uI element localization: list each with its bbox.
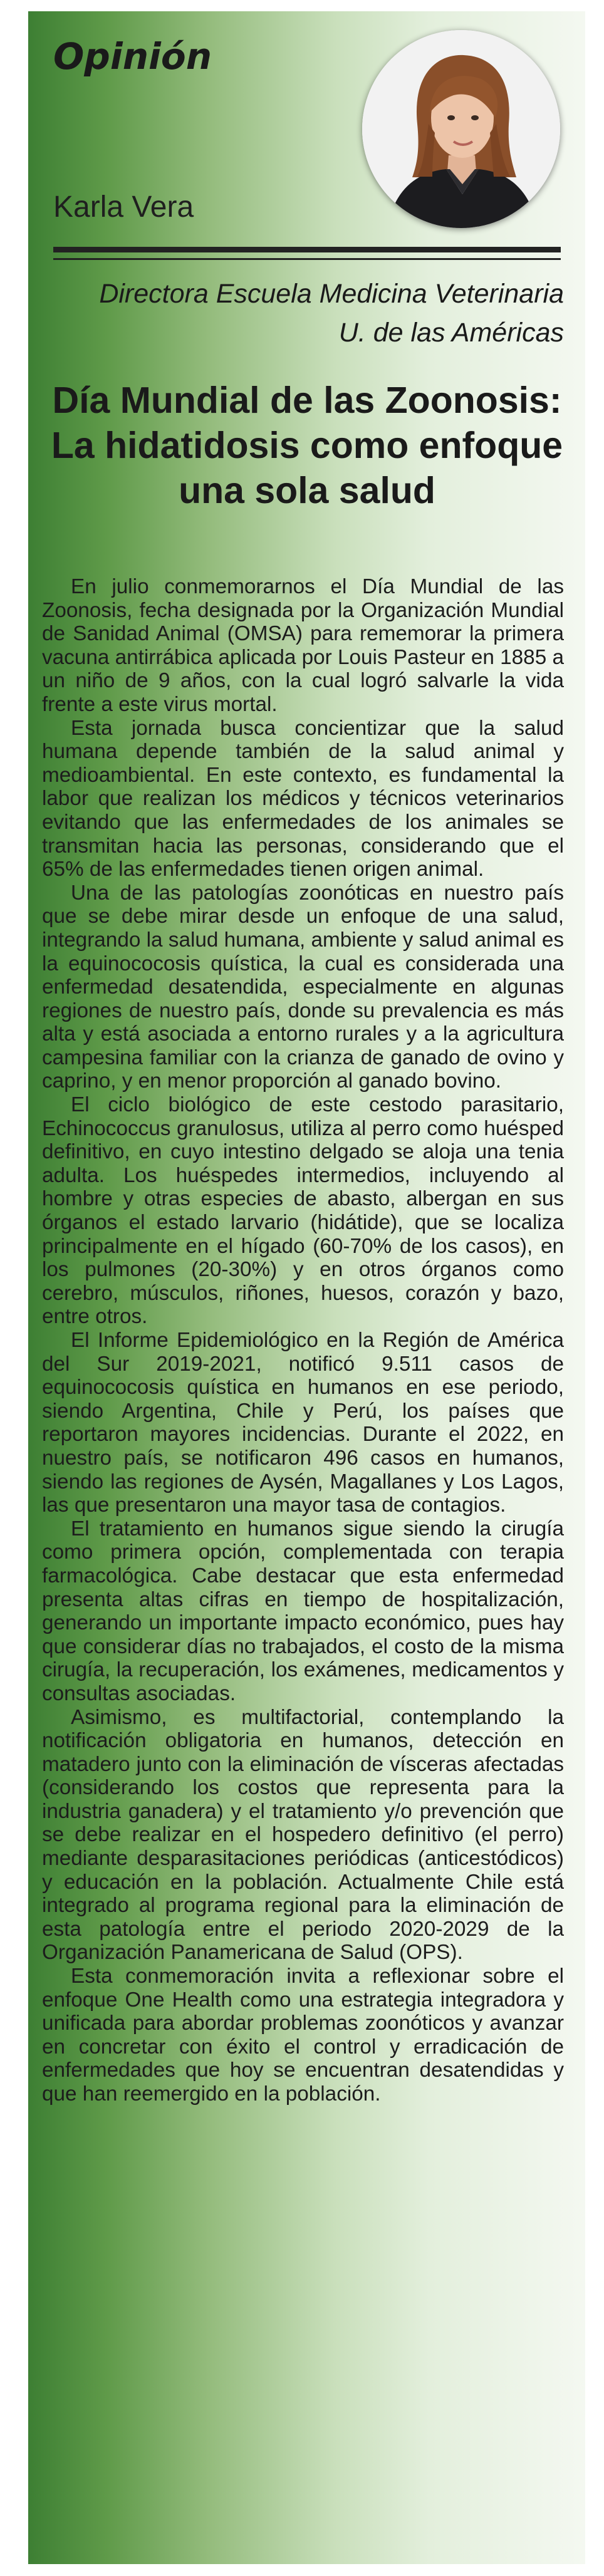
article-title: Día Mundial de las Zoonosis: La hidatidosis como enfoque una sola salud (51, 380, 563, 511)
section-label: Opinión (53, 35, 212, 78)
header-divider-thick (53, 247, 561, 252)
article-paragraph: Una de las patologías zoonóticas en nuestro país que se debe mirar desde un enfoque de una salud, integrando la salud humana, ambiente y salud animal es la equinococosis quística, la cual es considerada una enfermedad desatendida, especialmente en algunas regiones de nuestro país, donde su prevalencia es más alta y está asociada a entorno rurales y a la agricultura campesina familiar con la crianza de ganado de ovino y caprino, y en menor proporción al ganado bovino. (42, 881, 564, 1093)
article-paragraph: Asimismo, es multifactorial, contemplando la notificación obligatoria en humanos, detección en matadero junto con la eliminación de vísceras afectadas (considerando los costos que representa para la industria ganadera) y el tratamiento y/o prevención que se debe realizar en el hospedero definitivo (el perro) mediante desparasitaciones periódicas (anticestódicos) y educación en la población. Actualmente Chile está integrado al programa regional para la eliminación de esta patología entre el periodo 2020-2029 de la Organización Panamericana de Salud (OPS). (42, 1705, 564, 1965)
article-paragraph: En julio conmemorarnos el Día Mundial de las Zoonosis, fecha designada por la Organización Mundial de Sanidad Animal (OMSA) para rememorar la primera vacuna antirrábica aplicada por Louis Pasteur en 1885 a un niño de 9 años, con la cual logró salvarle la vida frente a este virus mortal. (42, 575, 564, 716)
opinion-column (28, 11, 585, 2564)
author-photo (362, 30, 560, 228)
header-divider-thin (53, 258, 561, 260)
article-paragraph: El ciclo biológico de este cestodo parasitario, Echinococcus granulosus, utiliza al perro como huésped definitivo, en cuyo intestino delgado se aloja una tenia adulta. Los huéspedes intermedios, incluyendo al hombre y otras especies de abasto, albergan en sus órganos el estado larvario (hidátide), que se localiza principalmente en el hígado (60-70% de los casos), en los pulmones (20-30%) y en otros órganos como cerebro, músculos, riñones, huesos, corazón y bazo, entre otros. (42, 1093, 564, 1329)
article-body (42, 575, 564, 2106)
author-name: Karla Vera (53, 190, 194, 224)
article-paragraph: Esta jornada busca concientizar que la salud humana depende también de la salud animal y medioambiental. En este contexto, es fundamental la labor que realizan los médicos y técnicos veterinarios evitando que las enfermedades de los animales se transmitan hacia las personas, considerando que el 65% de las enfermedades tienen origen animal. (42, 716, 564, 881)
article-paragraph: El Informe Epidemiológico en la Región de América del Sur 2019-2021, notificó 9.511 casos de equinococosis quística en humanos en ese periodo, siendo Argentina, Chile y Perú, los países que reportaron mayores incidencias. Durante el 2022, en nuestro país, se notificaron 496 casos en humanos, siendo las regiones de Aysén, Magallanes y Los Lagos, las que presentaron una mayor tasa de contagios. (42, 1329, 564, 1517)
article-paragraph: Esta conmemoración invita a reflexionar sobre el enfoque One Health como una estrategia integradora y unificada para abordar problemas zoonóticos y avanzar en concretar con éxito el control y erradicación de enfermedades que hoy se encuentran desatendidas y que han reemergido en la población. (42, 1965, 564, 2106)
article-paragraph: El tratamiento en humanos sigue siendo la cirugía como primera opción, complementada con terapia farmacológica. Cabe destacar que esta enfermedad presenta altas cifras en tiempo de hospitalización, generando un importante impacto económico, pues hay que considerar días no trabajados, el costo de la misma cirugía, la recuperación, los exámenes, medicamentos y consultas asociadas. (42, 1517, 564, 1705)
author-role: Directora Escuela Medicina Veterinaria U. de las Américas (99, 279, 564, 348)
